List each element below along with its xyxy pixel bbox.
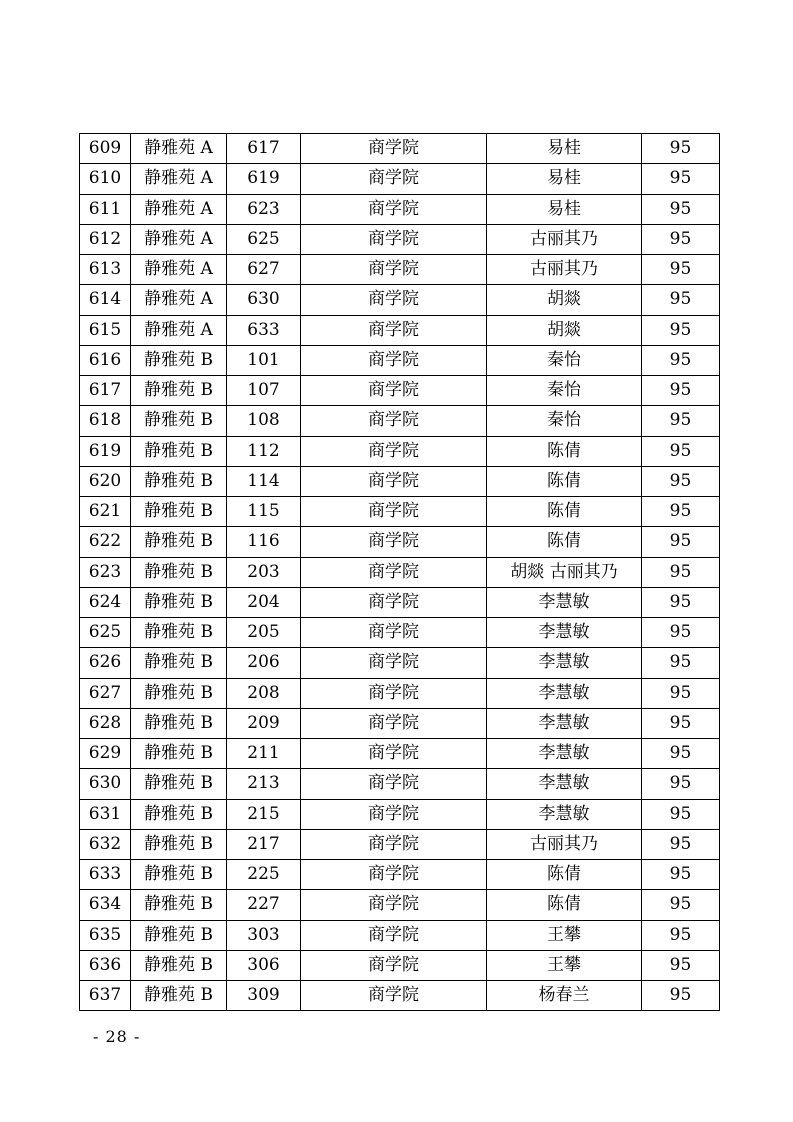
building-cell: 静雅苑 B <box>131 587 227 617</box>
row-index-cell: 628 <box>80 708 131 738</box>
room-number-cell: 215 <box>227 799 301 829</box>
college-cell: 商学院 <box>301 194 487 224</box>
college-cell: 商学院 <box>301 920 487 950</box>
college-cell: 商学院 <box>301 981 487 1011</box>
inspector-cell: 李慧敏 <box>487 739 642 769</box>
row-index-cell: 618 <box>80 406 131 436</box>
table-row <box>80 406 720 436</box>
row-index-cell: 634 <box>80 890 131 920</box>
table-row <box>80 618 720 648</box>
college-cell: 商学院 <box>301 466 487 496</box>
room-number-cell: 227 <box>227 890 301 920</box>
score-cell: 95 <box>642 708 720 738</box>
page-number: - 28 - <box>93 1027 141 1046</box>
table-row <box>80 376 720 406</box>
building-cell: 静雅苑 B <box>131 436 227 466</box>
building-cell: 静雅苑 B <box>131 345 227 375</box>
inspector-cell: 李慧敏 <box>487 678 642 708</box>
college-cell: 商学院 <box>301 769 487 799</box>
table-row <box>80 860 720 890</box>
score-cell: 95 <box>642 164 720 194</box>
row-index-cell: 617 <box>80 376 131 406</box>
inspector-cell: 陈倩 <box>487 527 642 557</box>
building-cell: 静雅苑 B <box>131 829 227 859</box>
inspector-cell: 李慧敏 <box>487 799 642 829</box>
college-cell: 商学院 <box>301 315 487 345</box>
college-cell: 商学院 <box>301 950 487 980</box>
room-number-cell: 208 <box>227 678 301 708</box>
college-cell: 商学院 <box>301 587 487 617</box>
table-row <box>80 557 720 587</box>
row-index-cell: 612 <box>80 224 131 254</box>
score-cell: 95 <box>642 587 720 617</box>
inspector-cell: 陈倩 <box>487 466 642 496</box>
building-cell: 静雅苑 B <box>131 466 227 496</box>
room-number-cell: 206 <box>227 648 301 678</box>
table-body <box>80 134 720 1011</box>
building-cell: 静雅苑 A <box>131 194 227 224</box>
college-cell: 商学院 <box>301 648 487 678</box>
building-cell: 静雅苑 B <box>131 648 227 678</box>
score-cell: 95 <box>642 466 720 496</box>
table-row <box>80 648 720 678</box>
building-cell: 静雅苑 B <box>131 950 227 980</box>
building-cell: 静雅苑 B <box>131 981 227 1011</box>
building-cell: 静雅苑 B <box>131 497 227 527</box>
table-row <box>80 285 720 315</box>
table-row <box>80 194 720 224</box>
row-index-cell: 625 <box>80 618 131 648</box>
building-cell: 静雅苑 B <box>131 678 227 708</box>
table-row <box>80 224 720 254</box>
building-cell: 静雅苑 A <box>131 224 227 254</box>
building-cell: 静雅苑 B <box>131 739 227 769</box>
room-number-cell: 213 <box>227 769 301 799</box>
building-cell: 静雅苑 B <box>131 860 227 890</box>
inspector-cell: 李慧敏 <box>487 618 642 648</box>
row-index-cell: 614 <box>80 285 131 315</box>
table-row <box>80 708 720 738</box>
table-row <box>80 587 720 617</box>
room-number-cell: 114 <box>227 466 301 496</box>
score-cell: 95 <box>642 678 720 708</box>
college-cell: 商学院 <box>301 345 487 375</box>
inspector-cell: 陈倩 <box>487 890 642 920</box>
score-cell: 95 <box>642 224 720 254</box>
row-index-cell: 616 <box>80 345 131 375</box>
college-cell: 商学院 <box>301 436 487 466</box>
room-number-cell: 203 <box>227 557 301 587</box>
inspector-cell: 易桂 <box>487 164 642 194</box>
inspector-cell: 易桂 <box>487 134 642 164</box>
row-index-cell: 623 <box>80 557 131 587</box>
room-number-cell: 209 <box>227 708 301 738</box>
college-cell: 商学院 <box>301 527 487 557</box>
inspector-cell: 李慧敏 <box>487 648 642 678</box>
row-index-cell: 619 <box>80 436 131 466</box>
room-number-cell: 211 <box>227 739 301 769</box>
room-number-cell: 633 <box>227 315 301 345</box>
row-index-cell: 630 <box>80 769 131 799</box>
room-number-cell: 107 <box>227 376 301 406</box>
building-cell: 静雅苑 B <box>131 376 227 406</box>
room-number-cell: 306 <box>227 950 301 980</box>
row-index-cell: 632 <box>80 829 131 859</box>
row-index-cell: 624 <box>80 587 131 617</box>
table-row <box>80 345 720 375</box>
score-cell: 95 <box>642 829 720 859</box>
room-number-cell: 623 <box>227 194 301 224</box>
building-cell: 静雅苑 A <box>131 315 227 345</box>
college-cell: 商学院 <box>301 618 487 648</box>
room-number-cell: 309 <box>227 981 301 1011</box>
building-cell: 静雅苑 B <box>131 890 227 920</box>
row-index-cell: 626 <box>80 648 131 678</box>
score-cell: 95 <box>642 769 720 799</box>
table-row <box>80 981 720 1011</box>
row-index-cell: 627 <box>80 678 131 708</box>
college-cell: 商学院 <box>301 890 487 920</box>
inspector-cell: 王攀 <box>487 920 642 950</box>
inspector-cell: 李慧敏 <box>487 587 642 617</box>
row-index-cell: 609 <box>80 134 131 164</box>
room-number-cell: 115 <box>227 497 301 527</box>
college-cell: 商学院 <box>301 557 487 587</box>
score-cell: 95 <box>642 527 720 557</box>
row-index-cell: 621 <box>80 497 131 527</box>
inspector-cell: 秦怡 <box>487 376 642 406</box>
room-number-cell: 116 <box>227 527 301 557</box>
room-number-cell: 108 <box>227 406 301 436</box>
inspector-cell: 杨春兰 <box>487 981 642 1011</box>
score-cell: 95 <box>642 860 720 890</box>
table-row <box>80 678 720 708</box>
college-cell: 商学院 <box>301 829 487 859</box>
score-cell: 95 <box>642 618 720 648</box>
score-cell: 95 <box>642 345 720 375</box>
score-cell: 95 <box>642 194 720 224</box>
table-row <box>80 769 720 799</box>
building-cell: 静雅苑 A <box>131 164 227 194</box>
college-cell: 商学院 <box>301 497 487 527</box>
college-cell: 商学院 <box>301 255 487 285</box>
table-row <box>80 527 720 557</box>
inspector-cell: 易桂 <box>487 194 642 224</box>
row-index-cell: 610 <box>80 164 131 194</box>
room-number-cell: 205 <box>227 618 301 648</box>
room-number-cell: 112 <box>227 436 301 466</box>
table-row <box>80 436 720 466</box>
college-cell: 商学院 <box>301 285 487 315</box>
score-cell: 95 <box>642 376 720 406</box>
score-cell: 95 <box>642 315 720 345</box>
college-cell: 商学院 <box>301 860 487 890</box>
building-cell: 静雅苑 B <box>131 769 227 799</box>
table-row <box>80 920 720 950</box>
room-number-cell: 217 <box>227 829 301 859</box>
college-cell: 商学院 <box>301 799 487 829</box>
table-row <box>80 164 720 194</box>
building-cell: 静雅苑 B <box>131 527 227 557</box>
building-cell: 静雅苑 B <box>131 618 227 648</box>
inspector-cell: 胡燚 古丽其乃 <box>487 557 642 587</box>
table-row <box>80 890 720 920</box>
college-cell: 商学院 <box>301 134 487 164</box>
table-row <box>80 134 720 164</box>
inspector-cell: 陈倩 <box>487 436 642 466</box>
building-cell: 静雅苑 A <box>131 255 227 285</box>
inspector-cell: 胡燚 <box>487 315 642 345</box>
row-index-cell: 615 <box>80 315 131 345</box>
room-number-cell: 627 <box>227 255 301 285</box>
score-cell: 95 <box>642 920 720 950</box>
score-cell: 95 <box>642 739 720 769</box>
building-cell: 静雅苑 B <box>131 920 227 950</box>
dormitory-table <box>79 133 720 1011</box>
inspector-cell: 古丽其乃 <box>487 829 642 859</box>
inspector-cell: 古丽其乃 <box>487 255 642 285</box>
inspector-cell: 胡燚 <box>487 285 642 315</box>
inspector-cell: 秦怡 <box>487 345 642 375</box>
inspector-cell: 王攀 <box>487 950 642 980</box>
room-number-cell: 204 <box>227 587 301 617</box>
room-number-cell: 630 <box>227 285 301 315</box>
inspector-cell: 秦怡 <box>487 406 642 436</box>
score-cell: 95 <box>642 799 720 829</box>
row-index-cell: 629 <box>80 739 131 769</box>
row-index-cell: 613 <box>80 255 131 285</box>
score-cell: 95 <box>642 255 720 285</box>
table-row <box>80 466 720 496</box>
score-cell: 95 <box>642 950 720 980</box>
table-row <box>80 799 720 829</box>
table-row <box>80 497 720 527</box>
college-cell: 商学院 <box>301 708 487 738</box>
score-cell: 95 <box>642 436 720 466</box>
room-number-cell: 617 <box>227 134 301 164</box>
score-cell: 95 <box>642 557 720 587</box>
room-number-cell: 625 <box>227 224 301 254</box>
college-cell: 商学院 <box>301 164 487 194</box>
inspector-cell: 陈倩 <box>487 860 642 890</box>
row-index-cell: 633 <box>80 860 131 890</box>
room-number-cell: 303 <box>227 920 301 950</box>
building-cell: 静雅苑 B <box>131 799 227 829</box>
inspector-cell: 李慧敏 <box>487 708 642 738</box>
row-index-cell: 611 <box>80 194 131 224</box>
table-row <box>80 739 720 769</box>
building-cell: 静雅苑 A <box>131 285 227 315</box>
college-cell: 商学院 <box>301 678 487 708</box>
room-number-cell: 225 <box>227 860 301 890</box>
row-index-cell: 635 <box>80 920 131 950</box>
row-index-cell: 636 <box>80 950 131 980</box>
room-number-cell: 619 <box>227 164 301 194</box>
row-index-cell: 622 <box>80 527 131 557</box>
row-index-cell: 620 <box>80 466 131 496</box>
score-cell: 95 <box>642 890 720 920</box>
inspector-cell: 李慧敏 <box>487 769 642 799</box>
score-cell: 95 <box>642 648 720 678</box>
inspector-cell: 古丽其乃 <box>487 224 642 254</box>
score-cell: 95 <box>642 497 720 527</box>
row-index-cell: 637 <box>80 981 131 1011</box>
table-row <box>80 829 720 859</box>
score-cell: 95 <box>642 406 720 436</box>
row-index-cell: 631 <box>80 799 131 829</box>
score-cell: 95 <box>642 134 720 164</box>
score-cell: 95 <box>642 285 720 315</box>
table-row <box>80 255 720 285</box>
college-cell: 商学院 <box>301 224 487 254</box>
building-cell: 静雅苑 B <box>131 708 227 738</box>
college-cell: 商学院 <box>301 739 487 769</box>
score-cell: 95 <box>642 981 720 1011</box>
building-cell: 静雅苑 B <box>131 557 227 587</box>
college-cell: 商学院 <box>301 376 487 406</box>
building-cell: 静雅苑 A <box>131 134 227 164</box>
college-cell: 商学院 <box>301 406 487 436</box>
inspector-cell: 陈倩 <box>487 497 642 527</box>
room-number-cell: 101 <box>227 345 301 375</box>
table-row <box>80 315 720 345</box>
table-row <box>80 950 720 980</box>
building-cell: 静雅苑 B <box>131 406 227 436</box>
